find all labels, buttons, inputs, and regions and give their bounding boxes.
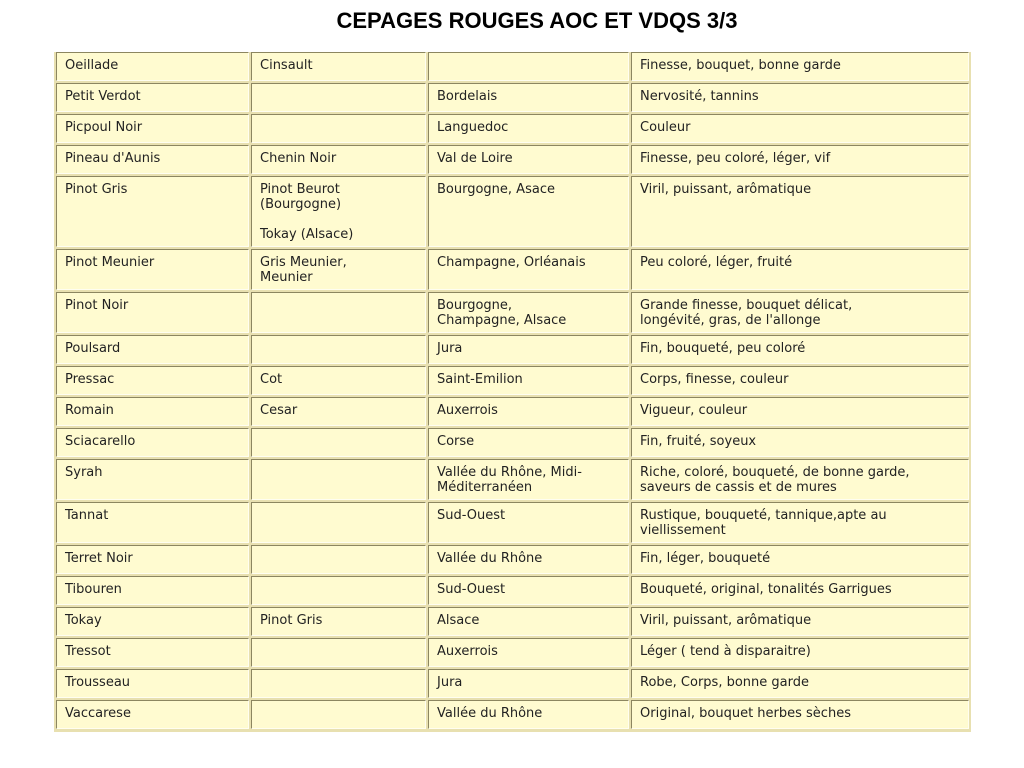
- table-row: [56, 249, 969, 290]
- cell-cepage: [56, 428, 249, 457]
- cell-synonyme: [251, 83, 426, 112]
- table-row: [56, 335, 969, 364]
- table-row: [56, 366, 969, 395]
- cell-synonyme: [251, 366, 426, 395]
- cell-caracteres-line: Bouqueté, original, tonalités Garrigues: [640, 582, 892, 597]
- cell-cepage-text: Petit Verdot: [65, 89, 141, 104]
- cell-region: [428, 545, 629, 574]
- cell-region: [428, 459, 629, 500]
- cell-synonyme: [251, 638, 426, 667]
- cell-synonyme: [251, 397, 426, 426]
- cell-region-line: Champagne, Orléanais: [437, 255, 586, 270]
- cell-region-line: Sud-Ouest: [437, 508, 506, 523]
- cell-region-line: Champagne, Alsace: [437, 313, 567, 328]
- table-row: [56, 292, 969, 333]
- cell-region: [428, 428, 629, 457]
- cell-caracteres-line: Viril, puissant, arômatique: [640, 182, 812, 197]
- table-row: [56, 700, 969, 729]
- cell-caracteres: [631, 669, 969, 698]
- cell-caracteres: [631, 700, 969, 729]
- table-row: [56, 669, 969, 698]
- cell-region: [428, 176, 629, 247]
- cell-region-line: Bourgogne, Asace: [437, 182, 555, 197]
- cell-synonyme-line: [260, 120, 420, 135]
- cell-region-line: Méditerranéen: [437, 480, 533, 495]
- cell-region-line: Languedoc: [437, 120, 509, 135]
- cell-caracteres: [631, 502, 969, 543]
- cell-cepage-text: Poulsard: [65, 341, 121, 356]
- cell-region-line: Auxerrois: [437, 644, 498, 659]
- cell-region: [428, 502, 629, 543]
- cell-synonyme-line: Gris Meunier,: [260, 255, 347, 270]
- cell-region: [428, 52, 629, 81]
- cell-caracteres-line: Riche, coloré, bouqueté, de bonne garde,: [640, 465, 910, 480]
- cell-synonyme-line: [260, 298, 420, 313]
- cell-region-line: Vallée du Rhône, Midi-: [437, 465, 582, 480]
- cell-caracteres-line: Fin, léger, bouqueté: [640, 551, 771, 566]
- cell-synonyme-line: Meunier: [260, 270, 313, 285]
- cell-synonyme: [251, 335, 426, 364]
- cell-caracteres-line: Nervosité, tannins: [640, 89, 759, 104]
- cell-region: [428, 397, 629, 426]
- cell-cepage: [56, 502, 249, 543]
- cell-cepage-text: Syrah: [65, 465, 103, 480]
- cell-cepage-text: Pinot Meunier: [65, 255, 155, 270]
- table-body: [56, 52, 969, 729]
- cell-synonyme: [251, 459, 426, 500]
- cell-cepage: [56, 176, 249, 247]
- cell-cepage-text: Pressac: [65, 372, 115, 387]
- cell-caracteres: [631, 607, 969, 636]
- cell-caracteres-line: Original, bouquet herbes sèches: [640, 706, 851, 721]
- cell-caracteres: [631, 114, 969, 143]
- cell-caracteres-line: Vigueur, couleur: [640, 403, 748, 418]
- cell-cepage: [56, 545, 249, 574]
- cell-region-line: Bourgogne,: [437, 298, 513, 313]
- cell-region: [428, 700, 629, 729]
- cell-region: [428, 249, 629, 290]
- cell-synonyme: [251, 576, 426, 605]
- cell-region-line: Vallée du Rhône: [437, 551, 543, 566]
- cell-cepage: [56, 576, 249, 605]
- cell-synonyme-line: [260, 89, 420, 104]
- cell-region: [428, 576, 629, 605]
- table-row: [56, 83, 969, 112]
- cell-caracteres: [631, 397, 969, 426]
- cell-caracteres: [631, 292, 969, 333]
- cell-region: [428, 145, 629, 174]
- cell-synonyme-line: Tokay (Alsace): [260, 227, 354, 242]
- cell-synonyme-line: [260, 434, 420, 449]
- cell-cepage-text: Tibouren: [65, 582, 122, 597]
- cell-cepage-text: Trousseau: [65, 675, 131, 690]
- cell-synonyme: [251, 176, 426, 247]
- cell-cepage: [56, 669, 249, 698]
- table-row: [56, 52, 969, 81]
- cell-region: [428, 638, 629, 667]
- cell-caracteres: [631, 428, 969, 457]
- cell-cepage: [56, 366, 249, 395]
- cell-region-line: Bordelais: [437, 89, 498, 104]
- table-row: [56, 576, 969, 605]
- cell-synonyme-line: [260, 644, 420, 659]
- cell-synonyme-line: Cot: [260, 372, 283, 387]
- cell-caracteres-line: Fin, fruité, soyeux: [640, 434, 757, 449]
- cell-caracteres-line: saveurs de cassis et de mures: [640, 480, 837, 495]
- table-row: [56, 145, 969, 174]
- cell-caracteres: [631, 52, 969, 81]
- cell-synonyme-line: [260, 551, 420, 566]
- cell-caracteres-line: Grande finesse, bouquet délicat,: [640, 298, 853, 313]
- cell-caracteres-line: Viril, puissant, arômatique: [640, 613, 812, 628]
- cell-caracteres: [631, 576, 969, 605]
- cell-synonyme-line: [260, 706, 420, 721]
- table-row: [56, 638, 969, 667]
- cell-synonyme-line: [260, 465, 420, 480]
- page-title: CEPAGES ROUGES AOC ET VDQS 3/3: [336, 8, 738, 33]
- cell-cepage: [56, 638, 249, 667]
- cell-caracteres: [631, 638, 969, 667]
- cell-synonyme: [251, 502, 426, 543]
- cell-synonyme: [251, 292, 426, 333]
- cell-synonyme: [251, 114, 426, 143]
- table-row: [56, 114, 969, 143]
- cell-synonyme: [251, 249, 426, 290]
- cell-synonyme: [251, 607, 426, 636]
- cell-synonyme-line: [260, 582, 420, 597]
- table-row: [56, 397, 969, 426]
- cell-caracteres: [631, 249, 969, 290]
- cell-region-line: Val de Loire: [437, 151, 513, 166]
- cell-cepage: [56, 397, 249, 426]
- cell-cepage-text: Pineau d'Aunis: [65, 151, 161, 166]
- cell-cepage-text: Tressot: [65, 644, 111, 659]
- cell-caracteres-line: Couleur: [640, 120, 691, 135]
- cell-synonyme: [251, 669, 426, 698]
- cell-region: [428, 335, 629, 364]
- cell-cepage-text: Terret Noir: [65, 551, 133, 566]
- cell-region: [428, 292, 629, 333]
- cell-region: [428, 669, 629, 698]
- cell-cepage-text: Tannat: [65, 508, 109, 523]
- cell-region-line: Jura: [437, 675, 463, 690]
- cell-region: [428, 607, 629, 636]
- cell-cepage-text: Sciacarello: [65, 434, 136, 449]
- cell-synonyme-line: Chenin Noir: [260, 151, 337, 166]
- cell-synonyme-line: [260, 212, 420, 227]
- table-row: [56, 607, 969, 636]
- cell-synonyme-line: (Bourgogne): [260, 197, 342, 212]
- cell-caracteres-line: Finesse, peu coloré, léger, vif: [640, 151, 831, 166]
- cell-cepage-text: Picpoul Noir: [65, 120, 143, 135]
- cell-cepage: [56, 292, 249, 333]
- cell-caracteres-line: Finesse, bouquet, bonne garde: [640, 58, 841, 73]
- cell-cepage: [56, 52, 249, 81]
- cell-synonyme-line: Cesar: [260, 403, 298, 418]
- cell-caracteres: [631, 83, 969, 112]
- cell-region-line: Alsace: [437, 613, 480, 628]
- cell-region-line: Saint-Emilion: [437, 372, 523, 387]
- table: [54, 52, 971, 731]
- cell-synonyme-line: [260, 341, 420, 356]
- table-row: [56, 545, 969, 574]
- cell-cepage: [56, 145, 249, 174]
- cell-synonyme-line: Cinsault: [260, 58, 313, 73]
- cell-caracteres-line: Fin, bouqueté, peu coloré: [640, 341, 806, 356]
- cell-synonyme: [251, 145, 426, 174]
- cell-synonyme-line: Pinot Gris: [260, 613, 323, 628]
- cell-region-line: Vallée du Rhône: [437, 706, 543, 721]
- cell-caracteres-line: Corps, finesse, couleur: [640, 372, 789, 387]
- table-row: [56, 176, 969, 247]
- cell-cepage-text: Pinot Noir: [65, 298, 129, 313]
- cell-region-line: Corse: [437, 434, 475, 449]
- cell-synonyme: [251, 545, 426, 574]
- cell-synonyme-line: [260, 675, 420, 690]
- cell-cepage: [56, 249, 249, 290]
- cell-cepage-text: Tokay: [65, 613, 102, 628]
- cell-cepage-text: Pinot Gris: [65, 182, 128, 197]
- cell-synonyme-line: Pinot Beurot: [260, 182, 340, 197]
- grape-varieties-table: [54, 52, 971, 732]
- cell-caracteres: [631, 145, 969, 174]
- cell-caracteres-line: longévité, gras, de l'allonge: [640, 313, 821, 328]
- cell-cepage: [56, 459, 249, 500]
- cell-cepage-text: Vaccarese: [65, 706, 131, 721]
- cell-cepage: [56, 700, 249, 729]
- table-row: [56, 428, 969, 457]
- cell-caracteres: [631, 366, 969, 395]
- cell-cepage-text: Romain: [65, 403, 114, 418]
- cell-region-line: Jura: [437, 341, 463, 356]
- cell-caracteres-line: Rustique, bouqueté, tannique,apte au: [640, 508, 887, 523]
- cell-cepage-text: Oeillade: [65, 58, 119, 73]
- cell-caracteres-line: viellissement: [640, 523, 726, 538]
- table-row: [56, 459, 969, 500]
- cell-caracteres-line: Peu coloré, léger, fruité: [640, 255, 793, 270]
- cell-region-line: Sud-Ouest: [437, 582, 506, 597]
- cell-synonyme: [251, 52, 426, 81]
- cell-region: [428, 83, 629, 112]
- cell-cepage: [56, 607, 249, 636]
- cell-synonyme: [251, 700, 426, 729]
- cell-cepage: [56, 335, 249, 364]
- cell-caracteres: [631, 459, 969, 500]
- cell-caracteres: [631, 335, 969, 364]
- cell-region-line: Auxerrois: [437, 403, 498, 418]
- cell-caracteres: [631, 545, 969, 574]
- cell-caracteres-line: Robe, Corps, bonne garde: [640, 675, 809, 690]
- cell-region: [428, 366, 629, 395]
- cell-region-line: [437, 58, 623, 73]
- cell-synonyme: [251, 428, 426, 457]
- cell-cepage: [56, 83, 249, 112]
- table-row: [56, 502, 969, 543]
- cell-caracteres: [631, 176, 969, 247]
- cell-cepage: [56, 114, 249, 143]
- cell-region: [428, 114, 629, 143]
- cell-synonyme-line: [260, 508, 420, 523]
- cell-caracteres-line: Léger ( tend à disparaitre): [640, 644, 811, 659]
